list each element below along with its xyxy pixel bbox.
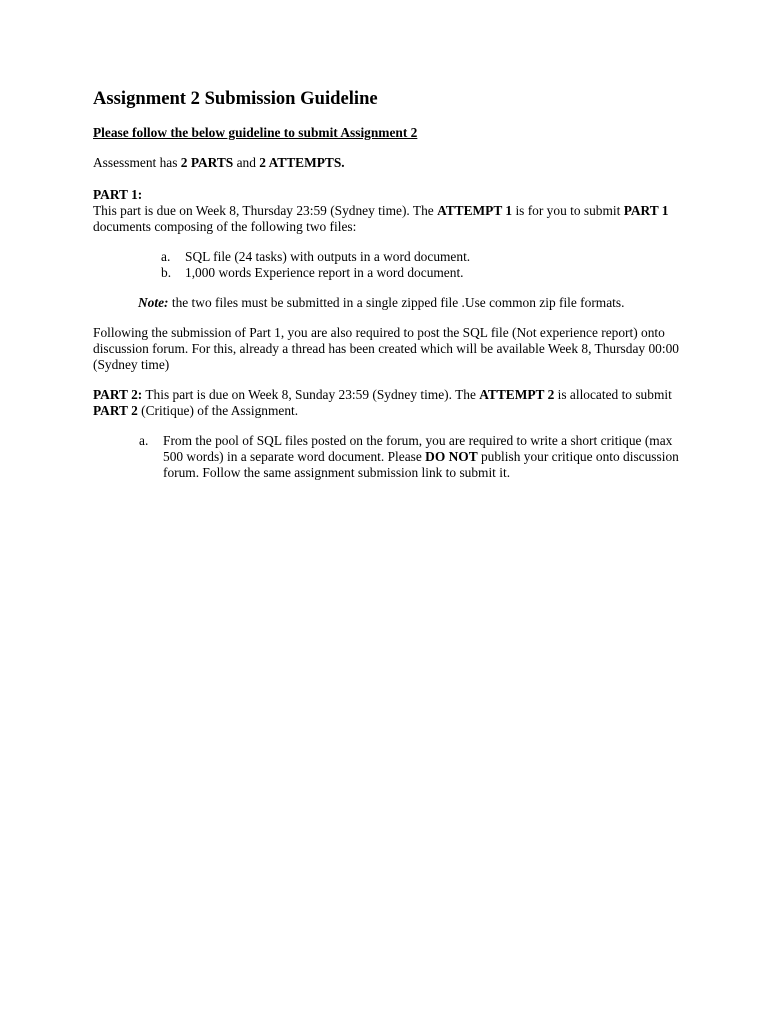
note-text: the two files must be submitted in a single zipped file .Use common zip file formats. xyxy=(168,295,625,310)
part2-item-text2: publish your critique onto discussion forum. Follow the same assignment submission link to submit it. xyxy=(163,449,679,480)
assessment-and: and xyxy=(233,155,260,170)
part1-note xyxy=(93,295,683,311)
part2-list xyxy=(93,433,683,481)
list-item xyxy=(93,249,683,265)
part1-heading: PART 1: xyxy=(93,187,143,202)
document-subtitle: Please follow the below guideline to submit Assignment 2 xyxy=(93,125,418,140)
part2-description xyxy=(93,387,683,419)
part2-text3: (Critique) of the Assignment. xyxy=(137,403,299,418)
note-label: Note: xyxy=(138,295,169,310)
part2-text1: This part is due on Week 8, Sunday 23:59 (Sydney time). The xyxy=(142,387,480,402)
part2-label: PART 2 xyxy=(93,403,138,418)
assessment-attempts: 2 ATTEMPTS. xyxy=(259,155,345,170)
part1-label: PART 1 xyxy=(623,203,669,218)
forum-post-instructions: Following the submission of Part 1, you are also required to post the SQL file (Not experience report) onto discussion forum. For this, already a thread has been created which will be available Week 8, Thursday 00:00 (Sydney time) xyxy=(93,325,679,372)
assessment-summary xyxy=(93,155,683,171)
assessment-prefix: Assessment has xyxy=(93,155,181,170)
part2-item-text1: From the pool of SQL files posted on the forum, you are required to write a short critique (max 500 words) in a separate word document. Please xyxy=(163,433,673,464)
list-item xyxy=(93,433,683,481)
document-title: Assignment 2 Submission Guideline xyxy=(93,88,378,109)
list-item-text: SQL file (24 tasks) with outputs in a word document. xyxy=(185,249,471,264)
document-page xyxy=(93,88,683,481)
part1-text2: is for you to submit xyxy=(512,203,624,218)
list-marker: b. xyxy=(161,265,172,280)
part2-heading: PART 2: xyxy=(93,387,143,402)
part2-attempt: ATTEMPT 2 xyxy=(479,387,555,402)
part1-file-list xyxy=(93,249,683,281)
assessment-parts: 2 PARTS xyxy=(180,155,234,170)
part1-text1: This part is due on Week 8, Thursday 23:59 (Sydney time). The xyxy=(93,203,438,218)
part2-item-bold: DO NOT xyxy=(425,449,478,464)
list-item xyxy=(93,265,683,281)
list-marker: a. xyxy=(161,249,171,264)
part1-attempt: ATTEMPT 1 xyxy=(437,203,513,218)
part1-description xyxy=(93,203,683,235)
list-marker: a. xyxy=(139,433,149,448)
part1-text3: documents composing of the following two files: xyxy=(93,219,357,234)
list-item-text: 1,000 words Experience report in a word document. xyxy=(185,265,464,280)
part2-text2: is allocated to submit xyxy=(554,387,672,402)
